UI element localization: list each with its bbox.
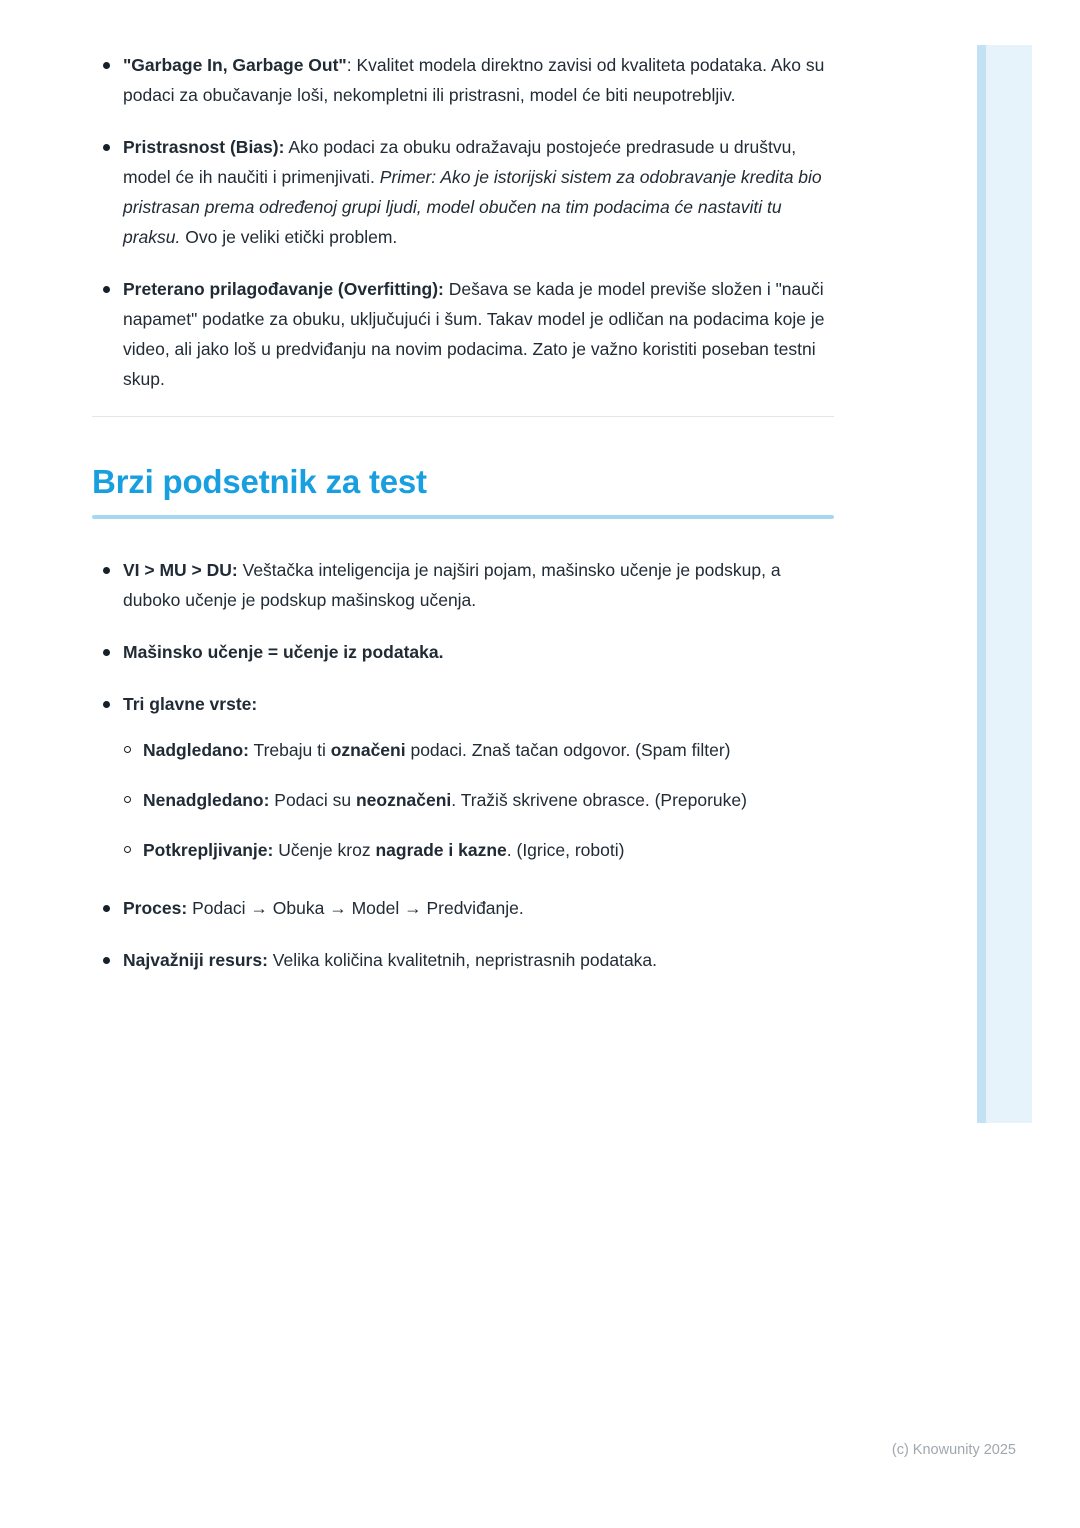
list-item-text [143,735,834,765]
list-item-text [143,835,834,865]
circle-bullet-marker [124,746,131,753]
page-edge-stripe [977,45,986,1123]
section-divider [92,416,834,417]
text-segment: Nenadgledano: [143,790,270,810]
list-item [92,274,834,394]
list-item-text [123,132,834,252]
text-segment: Učenje kroz [273,840,376,860]
list-item-text [123,893,834,923]
list-item [92,132,834,252]
document-content [92,50,834,997]
text-segment: : Kvalitet modela direktno zavisi od kvaliteta podataka. Ako su podaci za obučavanje loši, nekompletni ili pristrasni, model će biti neupotrebljiv. [123,55,825,105]
text-segment: Ovo je veliki etički problem. [180,227,398,247]
disc-bullet-marker [103,701,110,708]
text-segment: Preterano prilagođavanje (Overfitting): [123,279,444,299]
list-item-text [123,274,834,394]
disc-bullet-marker [103,957,110,964]
disc-bullet-marker [103,905,110,912]
disc-bullet-marker [103,286,110,293]
circle-bullet-marker [124,796,131,803]
list-item [92,637,834,667]
disc-bullet-marker [103,144,110,151]
text-segment: označeni [330,740,406,760]
list-item [92,50,834,110]
text-segment: Ako podaci za obuku odražavaju postojeće predrasude u društvu, model će ih naučiti i primenjivati. [123,137,797,187]
text-segment: Nadgledano: [143,740,249,760]
disc-bullet-marker [103,649,110,656]
text-segment: "Garbage In, Garbage Out" [123,55,347,75]
sub-list-item [123,735,834,765]
disc-bullet-marker [103,567,110,574]
text-segment: Tri glavne vrste: [123,694,258,714]
text-segment: Veštačka inteligencija je najširi pojam, mašinsko učenje je podskup, a duboko učenje je podskup mašinskog učenja. [123,560,781,610]
list-item-text [123,555,834,615]
text-segment: Podaci → Obuka → Model → Predviđanje. [187,898,524,918]
list-item [92,689,834,871]
sub-list-item [123,835,834,865]
list-item-text [123,945,834,975]
disc-bullet-marker [103,62,110,69]
list-item [92,555,834,615]
text-segment: Najvažniji resurs: [123,950,268,970]
text-segment: Proces: [123,898,188,918]
text-segment: Dešava se kada je model previše složen i "nauči napamet" podatke za obuku, uključujući i šum. Takav model je odličan na podacima koje je video, ali jako loš u predviđanju na novim podacima. Zato je važno koristiti poseban testni skup. [123,279,825,389]
copyright-footer: (c) Knowunity 2025 [891,1442,1016,1458]
ml-pitfalls-list [92,50,834,394]
text-segment: Primer: Ako je istorijski sistem za odobravanje kredita bio pristrasan prema određenoj grupi ljudi, model obučen na tim podacima će nastaviti tu praksu. [123,167,822,247]
list-item [92,893,834,923]
page-edge-decoration [977,45,1032,1123]
text-segment: Podaci su [269,790,356,810]
text-segment: podaci. Znaš tačan odgovor. (Spam filter) [405,740,731,760]
text-segment: Mašinsko učenje = učenje iz podataka. [123,642,444,662]
circle-bullet-marker [124,846,131,853]
heading-underline [92,515,834,519]
text-segment: Potkrepljivanje: [143,840,274,860]
text-segment: . Tražiš skrivene obrasce. (Preporuke) [451,790,747,810]
text-segment: Velika količina kvalitetnih, nepristrasnih podataka. [267,950,658,970]
list-item-text [123,689,834,871]
sub-list [123,735,834,865]
text-segment: Pristrasnost (Bias): [123,137,285,157]
text-segment: VI > MU > DU: [123,560,238,580]
list-item-text [123,50,834,110]
list-item-text [143,785,834,815]
list-item [92,945,834,975]
text-segment: nagrade i kazne [375,840,507,860]
text-segment: . (Igrice, roboti) [506,840,625,860]
text-segment: neoznačeni [355,790,452,810]
sub-list-item [123,785,834,815]
text-segment: Trebaju ti [248,740,331,760]
list-item-text [123,637,834,667]
section-heading: Brzi podsetnik za test [92,463,427,500]
quick-reminder-list [92,555,834,975]
